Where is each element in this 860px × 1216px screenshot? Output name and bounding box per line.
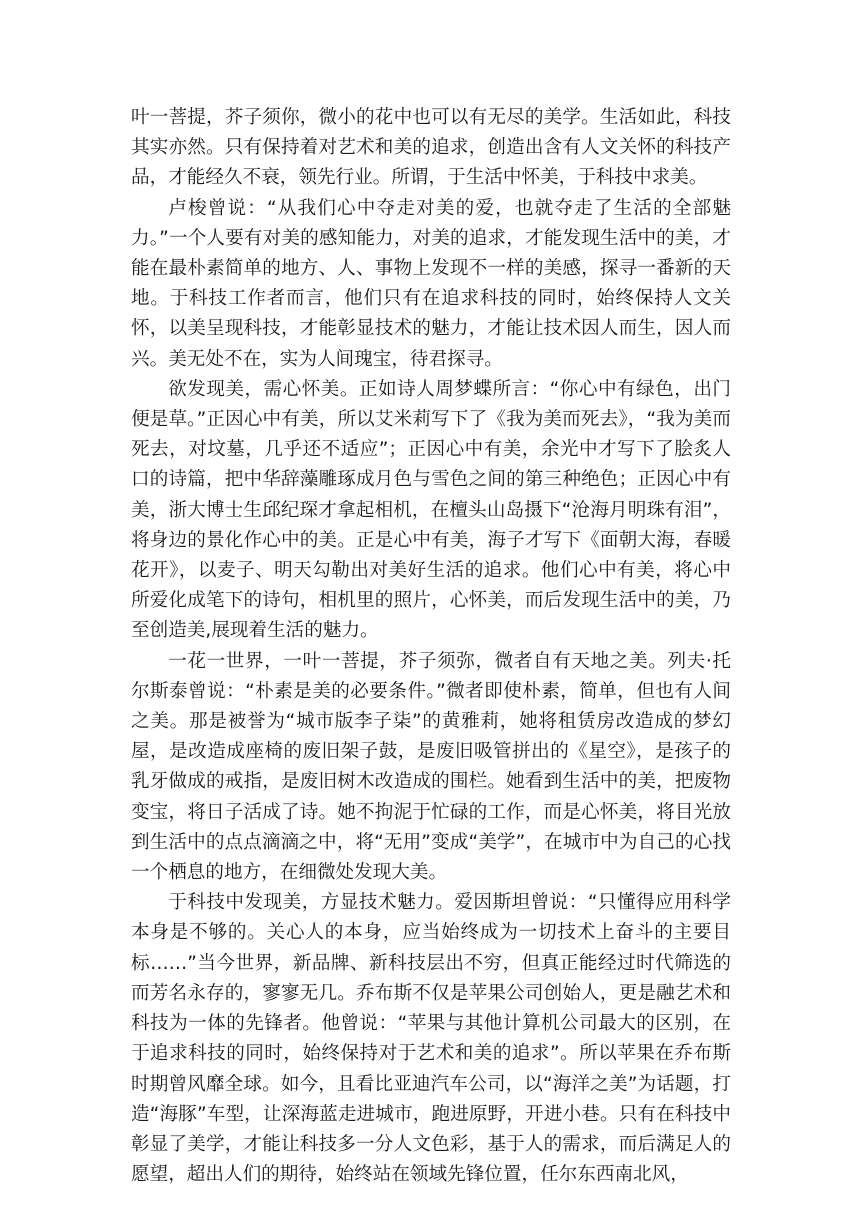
paragraph-1: 叶一菩提，芥子须你，微小的花中也可以有无尽的美学。生活如此，科技其实亦然。只有保持着对艺术和美的追求，创造出含有人文关怀的科技产品，才能经久不衰，领先行业。所谓，于生活中怀美，于科技中求美。 [131, 107, 731, 189]
paragraph-5: 于科技中发现美，方显技术魅力。爱因斯坦曾说：“只懂得应用科学本身是不够的。关心人的本身，应当始终成为一切技术上奋斗的主要目标……”当今世界，新品牌、新科技层出不穷，但真正能经过时代筛选的而芳名永存的，寥寥无几。乔布斯不仅是苹果公司创始人，更是融艺术和科技为一体的先锋者。他曾说：“苹果与其他计算机公司最大的区别，在于追求科技的同时，始终保持对于艺术和美的追求”。所以苹果在乔布斯时期曾风靡全球。如今，且看比亚迪汽车公司，以“海洋之美”为话题，打造“海豚”车型，让深海蓝走进城市，跑进原野，开进小巷。只有在科技中彰显了美学，才能让科技多一分人文色彩，基于人的需求，而后满足人的愿望，超出人们的期待，始终站在领域先锋位置，任尔东西南北风， [131, 892, 731, 1186]
paragraph-2: 卢梭曾说：“从我们心中夺走对美的爱，也就夺走了生活的全部魅力。”一个人要有对美的感知能力，对美的追求，才能发现生活中的美，才能在最朴素简单的地方、人、事物上发现不一样的美感，探寻一番新的天地。于科技工作者而言，他们只有在追求科技的同时，始终保持人文关怀，以美呈现科技，才能彰显技术的魅力，才能让技术因人而生，因人而兴。美无处不在，实为人间瑰宝，待君探寻。 [131, 197, 731, 370]
paragraph-3: 欲发现美，需心怀美。正如诗人周梦蝶所言：“你心中有绿色，出门便是草。”正因心中有美，所以艾米莉写下了《我为美而死去》，“我为美而死去，对坟墓，几乎还不适应”；正因心中有美，余光中才写下了脍炙人口的诗篇，把中华辞藻雕琢成月色与雪色之间的第三种绝色；正因心中有美，浙大博士生邱纪琛才拿起相机，在檀头山岛摄下“沧海月明珠有泪”，将身边的景化作心中的美。正是心中有美，海子才写下《面朝大海，春暖花开》，以麦子、明天勾勒出对美好生活的追求。他们心中有美，将心中所爱化成笔下的诗句，相机里的照片，心怀美，而后发现生活中的美，乃至创造美,展现着生活的魅力。 [131, 378, 731, 642]
document-body [131, 103, 731, 1190]
paragraph-4: 一花一世界，一叶一菩提，芥子须弥，微者自有天地之美。列夫·托尔斯泰曾说：“朴素是美的必要条件。”微者即使朴素，简单，但也有人间之美。那是被誉为“城市版李子柒”的黄雅莉，她将租赁房改造成的梦幻屋，是改造成座椅的废旧架子鼓，是废旧吸管拼出的《星空》，是孩子的乳牙做成的戒指，是废旧树木改造成的围栏。她看到生活中的美，把废物变宝，将日子活成了诗。她不拘泥于忙碌的工作，而是心怀美，将目光放到生活中的点点滴滴之中，将“无用”变成“美学”，在城市中为自己的心找一个栖息的地方，在细微处发现大美。 [131, 650, 731, 884]
